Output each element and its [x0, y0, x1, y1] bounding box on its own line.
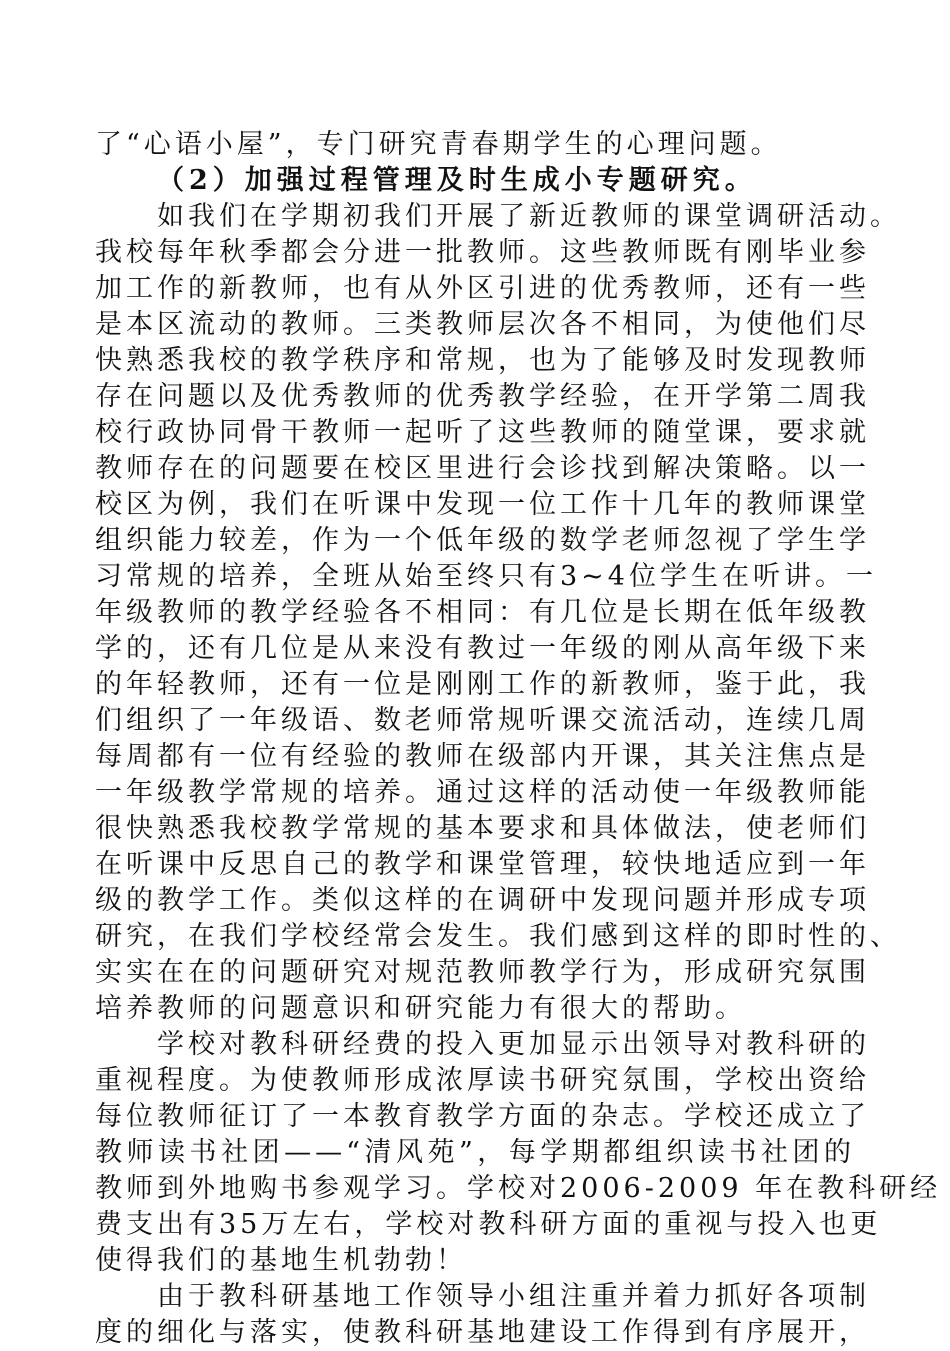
- text-line: 在听课中反思自己的教学和课堂管理，较快地适应到一年: [95, 849, 870, 880]
- text-line: 教师到外地购书参观学习。学校对2006-2009 年在教科研经: [95, 1173, 942, 1204]
- paragraph-first-line: 如我们在学期初我们开展了新近教师的课堂调研活动。: [157, 201, 901, 232]
- text-line: 的年轻教师，还有一位是刚刚工作的新教师，鉴于此，我: [95, 669, 870, 700]
- paragraph-first-line: 由于教科研基地工作领导小组注重并着力抓好各项制: [157, 1281, 870, 1312]
- text-line: 一年级教学常规的培养。通过这样的活动使一年级教师能: [95, 777, 870, 808]
- text-line: 教师读书社团——“清风苑”，每学期都组织读书社团的: [95, 1137, 855, 1168]
- text-line: 度的细化与落实，使教科研基地建设工作得到有序展开，: [95, 1317, 870, 1348]
- text-line: 研究，在我们学校经常会发生。我们感到这样的即时性的、: [95, 921, 901, 952]
- text-line: 级的教学工作。类似这样的在调研中发现问题并形成专项: [95, 885, 870, 916]
- text-line: 组织能力较差，作为一个低年级的数学老师忽视了学生学: [95, 525, 870, 556]
- text-line: 培养教师的问题意识和研究能力有很大的帮助。: [95, 993, 746, 1024]
- text-line: 使得我们的基地生机勃勃！: [95, 1245, 467, 1276]
- paragraph-first-line: 学校对教科研经费的投入更加显示出领导对教科研的: [157, 1029, 870, 1060]
- text-line: 习常规的培养，全班从始至终只有3~4位学生在听讲。一: [95, 561, 877, 592]
- text-line: 教师存在的问题要在校区里进行会诊找到解决策略。以一: [95, 453, 870, 484]
- text-line: 校区为例，我们在听课中发现一位工作十几年的教师课堂: [95, 489, 870, 520]
- text-line: 存在问题以及优秀教师的优秀教学经验，在开学第二周我: [95, 381, 870, 412]
- text-line: 加工作的新教师，也有从外区引进的优秀教师，还有一些: [95, 273, 870, 304]
- text-line: 我校每年秋季都会分进一批教师。这些教师既有刚毕业参: [95, 237, 870, 268]
- text-line: 实实在在的问题研究对规范教师教学行为，形成研究氛围: [95, 957, 870, 988]
- text-line: 了“心语小屋”，专门研究青春期学生的心理问题。: [95, 129, 782, 160]
- text-line: 们组织了一年级语、数老师常规听课交流活动，连续几周: [95, 705, 870, 736]
- text-line: 快熟悉我校的教学秩序和常规，也为了能够及时发现教师: [95, 345, 870, 376]
- text-line: 费支出有35万左右，学校对教科研方面的重视与投入也更: [95, 1209, 882, 1240]
- text-line: 每位教师征订了一本教育教学方面的杂志。学校还成立了: [95, 1101, 870, 1132]
- text-line: 很快熟悉我校教学常规的基本要求和具体做法，使老师们: [95, 813, 870, 844]
- text-line: 每周都有一位有经验的教师在级部内开课，其关注焦点是: [95, 741, 870, 772]
- text-line: 重视程度。为使教师形成浓厚读书研究氛围，学校出资给: [95, 1065, 870, 1096]
- section-heading: （2）加强过程管理及时生成小专题研究。: [157, 165, 757, 196]
- text-line: 年级教师的教学经验各不相同：有几位是长期在低年级教: [95, 597, 870, 628]
- text-line: 校行政协同骨干教师一起听了这些教师的随堂课，要求就: [95, 417, 870, 448]
- text-line: 是本区流动的教师。三类教师层次各不相同，为使他们尽: [95, 309, 870, 340]
- text-line: 学的，还有几位是从来没有教过一年级的刚从高年级下来: [95, 633, 870, 664]
